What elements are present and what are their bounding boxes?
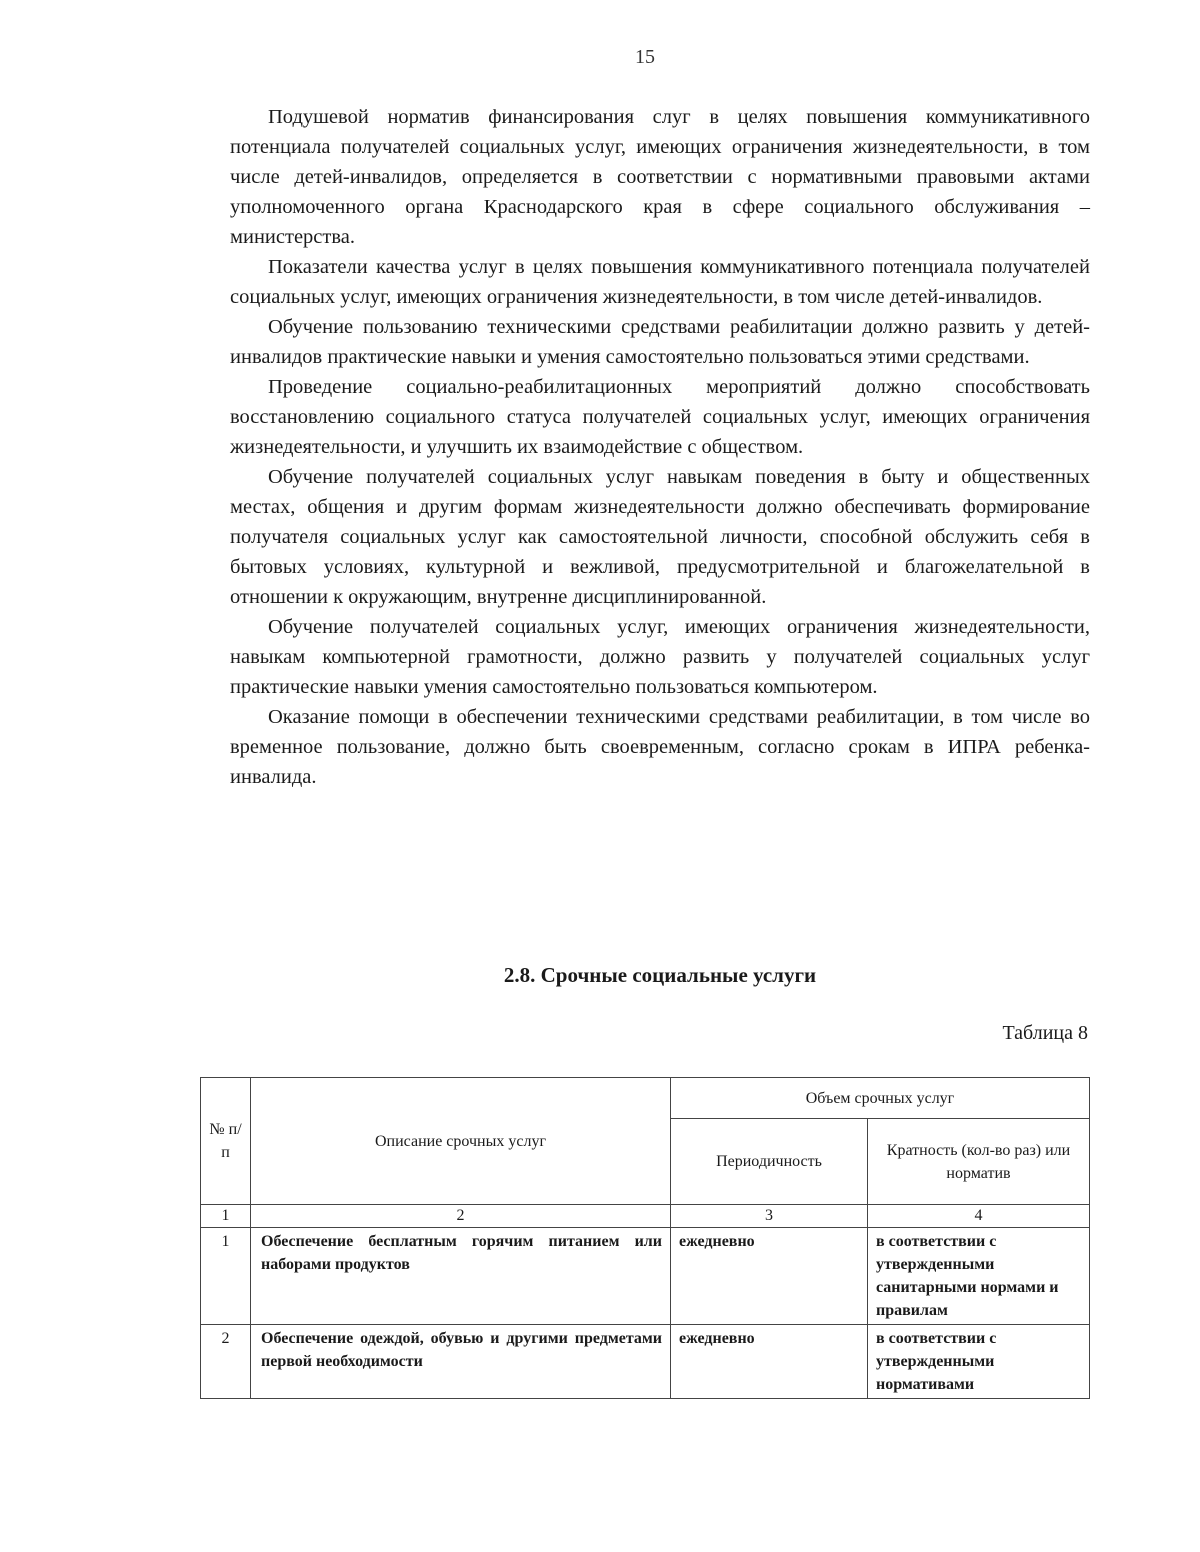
column-number: 4 xyxy=(868,1205,1090,1228)
column-number: 3 xyxy=(671,1205,868,1228)
page-number: 15 xyxy=(635,46,655,68)
column-number: 2 xyxy=(251,1205,671,1228)
row-frequency: в соответствии с утвержденными нормативами xyxy=(868,1325,1090,1399)
row-number: 2 xyxy=(201,1325,251,1399)
section-heading: 2.8. Срочные социальные услуги xyxy=(503,963,817,987)
body-text xyxy=(230,102,1090,792)
row-description: Обеспечение бесплатным горячим питанием или наборами продуктов xyxy=(251,1228,671,1325)
paragraph: Подушевой норматив финансирования слуг в целях повышения коммуникативного потенциала получателей социальных услуг, имеющих ограничения жизнедеятельности, в том числе детей-инвалидов, определяется в соответствии с нормативными правовыми актами уполномоченного органа Краснодарского края в сфере социального обслуживания – министерства. xyxy=(230,106,1090,248)
header-description: Описание срочных услуг xyxy=(251,1078,671,1205)
paragraph: Обучение получателей социальных услуг навыкам поведения в быту и общественных местах, общения и другим формам жизнедеятельности должно обеспечивать формирование получателя социальных услуг как самостоятельной личности, способной обслужить себя в бытовых условиях, культурной и вежливой, предусмотрительной и благожелательной в отношении к окружающим, внутренне дисциплинированной. xyxy=(230,466,1090,608)
header-num: № п/п xyxy=(201,1078,251,1205)
table-caption: Таблица 8 xyxy=(1002,1022,1088,1044)
row-periodicity: ежедневно xyxy=(671,1325,868,1399)
row-periodicity: ежедневно xyxy=(671,1228,868,1325)
paragraph: Оказание помощи в обеспечении техническими средствами реабилитации, в том числе во временное пользование, должно быть своевременным, согласно срокам в ИПРА ребенка-инвалида. xyxy=(230,706,1090,788)
paragraph: Проведение социально-реабилитационных мероприятий должно способствовать восстановлению социального статуса получателей социальных услуг, имеющих ограничения жизнедеятельности, и улучшить их взаимодействие с обществом. xyxy=(230,376,1090,458)
header-volume-group: Объем срочных услуг xyxy=(671,1078,1090,1119)
paragraph: Обучение получателей социальных услуг, имеющих ограничения жизнедеятельности, навыкам компьютерной грамотности, должно развить у получателей социальных услуг практические навыки умения самостоятельно пользоваться компьютером. xyxy=(230,616,1090,698)
column-number-row xyxy=(201,1205,1090,1228)
urgent-services-table xyxy=(200,1077,1090,1399)
table-row xyxy=(201,1228,1090,1325)
column-number: 1 xyxy=(201,1205,251,1228)
header-frequency: Кратность (кол-во раз) или норматив xyxy=(868,1119,1090,1205)
header-periodicity: Периодичность xyxy=(671,1119,868,1205)
row-number: 1 xyxy=(201,1228,251,1325)
row-frequency: в соответствии с утвержденными санитарными нормами и правилам xyxy=(868,1228,1090,1325)
paragraph: Показатели качества услуг в целях повышения коммуникативного потенциала получателей социальных услуг, имеющих ограничения жизнедеятельности, в том числе детей-инвалидов. xyxy=(230,256,1090,308)
paragraph: Обучение пользованию техническими средствами реабилитации должно развить у детей-инвалидов практические навыки и умения самостоятельно пользоваться этими средствами. xyxy=(230,316,1090,368)
row-description: Обеспечение одеждой, обувью и другими предметами первой необходимости xyxy=(251,1325,671,1399)
table-row xyxy=(201,1325,1090,1399)
